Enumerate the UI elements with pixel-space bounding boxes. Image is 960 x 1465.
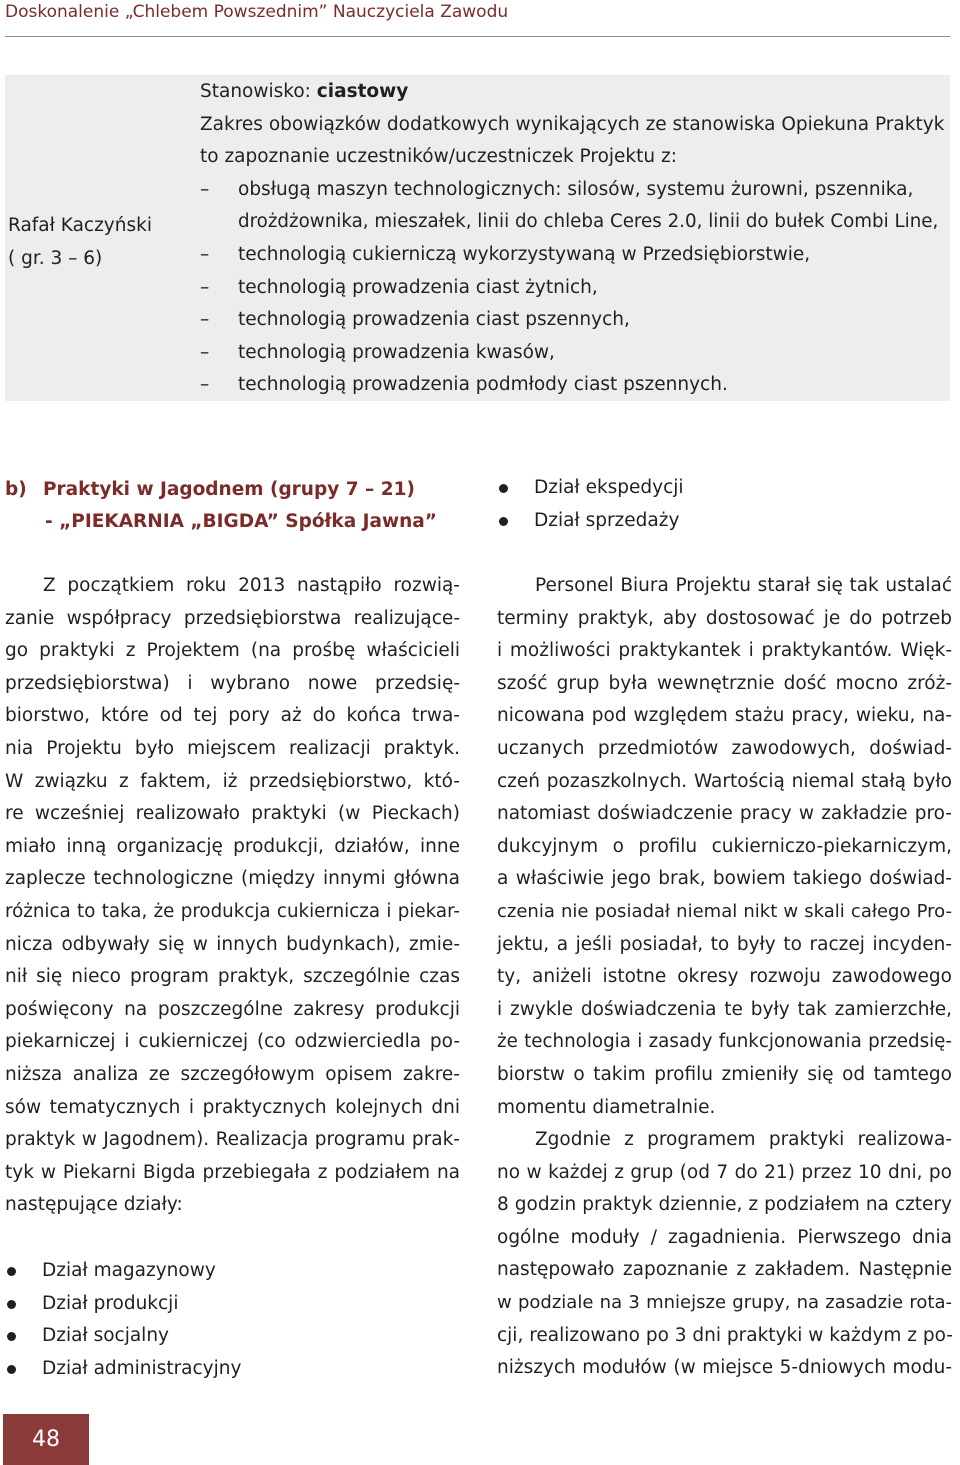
position-value: ciastowy bbox=[316, 81, 409, 102]
text-line: 8 godzin praktyk dziennie, z podziałem na cztery bbox=[497, 1194, 952, 1216]
duty-text: technologią cukierniczą wykorzystywaną w Przedsiębiorstwie, bbox=[238, 243, 811, 265]
dash-marker: – bbox=[200, 374, 210, 396]
section-subtitle: - „PIEKARNIA „BIGDA” Spółka Jawna” bbox=[45, 511, 437, 532]
duty-text: technologią prowadzenia podmłody ciast pszennych. bbox=[238, 374, 728, 396]
text-line: piekarniczej i cukierniczej (co odzwierciedla po- bbox=[5, 1031, 460, 1053]
duty-text: obsługą maszyn technologicznych: silosów, systemu żurowni, pszennika, bbox=[238, 178, 914, 200]
text-line: szość grup była wewnętrznie dość mocno zróż- bbox=[497, 672, 952, 694]
text-line: różnica to taka, że produkcja cukiernicza i piekar- bbox=[5, 900, 460, 922]
text-line: ogólne moduły / zagadnienia. Pierwszego dnia bbox=[497, 1226, 952, 1248]
section-title: Praktyki w Jagodnem (grupy 7 – 21) bbox=[43, 479, 415, 500]
text-line: biorstwo, które od tej pory aż do końca trwa- bbox=[5, 705, 460, 727]
tutor-name: Rafał Kaczyński bbox=[8, 215, 152, 236]
header-rule bbox=[5, 36, 950, 37]
bullet-icon bbox=[499, 484, 508, 493]
duties-intro-line2: to zapoznanie uczestników/uczestniczek Projektu z: bbox=[200, 146, 677, 168]
dash-marker: – bbox=[200, 243, 210, 265]
position-label: Stanowisko: bbox=[200, 81, 317, 102]
list-item: Dział ekspedycji bbox=[497, 472, 684, 505]
bullet-icon bbox=[499, 517, 508, 526]
text-line: że technologia i zasady funkcjonowania przedsię- bbox=[497, 1031, 952, 1053]
running-header: Doskonalenie „Chlebem Powszednim” Nauczyciela Zawodu bbox=[5, 2, 509, 22]
duty-item bbox=[200, 272, 945, 305]
text-line: następowało zapoznanie z zakładem. Następnie bbox=[497, 1259, 952, 1281]
list-item: Dział produkcji bbox=[5, 1288, 241, 1321]
text-line: i możliwości praktykantek i praktykantów. Więk- bbox=[497, 640, 952, 662]
text-line: natomiast doświadczenie pracy w zakładzie pro- bbox=[497, 803, 952, 825]
page-number: 48 bbox=[3, 1414, 89, 1465]
text-line: uczanych przedmiotów zawodowych, doświad- bbox=[497, 737, 952, 759]
text-line: następujące działy: bbox=[5, 1194, 183, 1216]
text-line: nia Projektu było miejscem realizacji praktyk. bbox=[5, 737, 460, 759]
duty-item bbox=[200, 239, 945, 272]
text-line: biorstw o takim profilu zmieniły się od tamtego bbox=[497, 1063, 952, 1085]
text-line: momentu diametralnie. bbox=[497, 1096, 716, 1118]
duty-text: technologią prowadzenia kwasów, bbox=[238, 341, 555, 363]
left-column bbox=[5, 570, 460, 1222]
text-line: nił się nieco program praktyk, szczególnie czas bbox=[5, 966, 460, 988]
duties-intro-line1: Zakres obowiązków dodatkowych wynikających ze stanowiska Opiekuna Praktyk bbox=[200, 113, 945, 135]
text-line: a właściwie jego brak, bowiem takiego doświad- bbox=[497, 868, 952, 890]
duty-item-continuation: drożdżownika, mieszałek, linii do chleba Ceres 2.0, linii do bułek Combi Line, bbox=[238, 211, 939, 233]
text-line: Zgodnie z programem praktyki realizowa- bbox=[535, 1129, 952, 1151]
tutor-group: ( gr. 3 – 6) bbox=[8, 248, 103, 269]
duty-text: technologią prowadzenia ciast żytnich, bbox=[238, 276, 598, 298]
bullet-list-bottom bbox=[5, 1255, 241, 1385]
right-column bbox=[497, 570, 952, 1385]
text-line: go praktyki z Projektem (na prośbę właścicieli bbox=[5, 640, 460, 662]
text-line: cji, realizowano po 3 dni praktyki w każdym z po- bbox=[497, 1324, 953, 1346]
text-line: zaplecze technologiczne (między innymi główna bbox=[5, 868, 460, 890]
list-item: Dział sprzedaży bbox=[497, 505, 684, 538]
text-line: praktyk w Jagodnem). Realizacja programu prak- bbox=[5, 1129, 460, 1151]
text-line: niższych modułów (w miejsce 5-dniowych modu- bbox=[497, 1357, 952, 1379]
bullet-icon bbox=[7, 1365, 16, 1374]
dash-marker: – bbox=[200, 309, 210, 331]
text-line: zanie współpracy przedsiębiorstwa realizujące- bbox=[5, 607, 460, 629]
bullet-icon bbox=[7, 1300, 16, 1309]
text-line: niższa analiza ze szczegółowym opisem zakre- bbox=[5, 1063, 460, 1085]
bullet-icon bbox=[7, 1267, 16, 1276]
text-line: Z początkiem roku 2013 nastąpiło rozwią- bbox=[43, 575, 460, 596]
text-line: tyk w Piekarni Bigda przebiegała z podziałem na bbox=[5, 1161, 460, 1183]
text-line: W związku z faktem, iż przedsiębiorstwo, któ- bbox=[5, 770, 460, 792]
text-line: dukcyjnym o profilu cukierniczo-piekarniczym, bbox=[497, 835, 952, 857]
text-line: sów tematycznych i praktycznych kolejnych dni bbox=[5, 1096, 460, 1118]
list-item: Dział socjalny bbox=[5, 1320, 241, 1353]
position-line bbox=[200, 76, 945, 109]
text-line: w podziale na 3 mniejsze grupy, na zasadzie rota- bbox=[497, 1292, 952, 1314]
bullet-list-top bbox=[497, 472, 684, 537]
text-line: terminy praktyk, aby dostosować je do potrzeb bbox=[497, 607, 952, 629]
duty-item bbox=[200, 369, 945, 402]
tutor-person bbox=[8, 209, 152, 275]
text-line: i zwykle doświadczenia te były tak zamierzchłe, bbox=[497, 998, 952, 1020]
dash-marker: – bbox=[200, 178, 210, 200]
list-item: Dział administracyjny bbox=[5, 1353, 241, 1386]
section-label: b) bbox=[5, 479, 27, 500]
text-line: nicowana pod względem stażu pracy, wieku, na- bbox=[497, 705, 952, 727]
text-line: czeń pozaszkolnych. Wartością niemal stałą było bbox=[497, 770, 952, 792]
text-line: poświęcony na poszczególne zakresy produkcji bbox=[5, 998, 460, 1020]
text-line: Personel Biura Projektu starał się tak ustalać bbox=[535, 575, 952, 596]
duty-item bbox=[200, 337, 945, 370]
bullet-icon bbox=[7, 1332, 16, 1341]
duty-item bbox=[200, 304, 945, 337]
text-line: re wcześniej realizowało praktyki (w Pieckach) bbox=[5, 803, 460, 825]
text-line: jektu, a jeśli posiadał, to były to raczej incyden- bbox=[497, 933, 952, 955]
dash-marker: – bbox=[200, 276, 210, 298]
tutor-duties bbox=[200, 76, 945, 402]
text-line: czenia nie posiadał niemal nikt w skali całego Pro- bbox=[497, 900, 952, 922]
list-item: Dział magazynowy bbox=[5, 1255, 241, 1288]
duty-item bbox=[200, 174, 945, 207]
text-line: nicza odbywały się w innych budynkach), zmie- bbox=[5, 933, 460, 955]
dash-marker: – bbox=[200, 341, 210, 363]
text-line: miało inną organizację produkcji, działów, inne bbox=[5, 835, 460, 857]
duty-text: technologią prowadzenia ciast pszennych, bbox=[238, 309, 630, 331]
text-line: przedsiębiorstwa) i wybrano nowe przedsię- bbox=[5, 672, 460, 694]
section-heading bbox=[5, 474, 437, 538]
text-line: ty, aniżeli istotne okresy rozwoju zawodowego bbox=[497, 966, 952, 988]
text-line: no w każdej z grup (od 7 do 21) przez 10 dni, po bbox=[497, 1161, 952, 1183]
